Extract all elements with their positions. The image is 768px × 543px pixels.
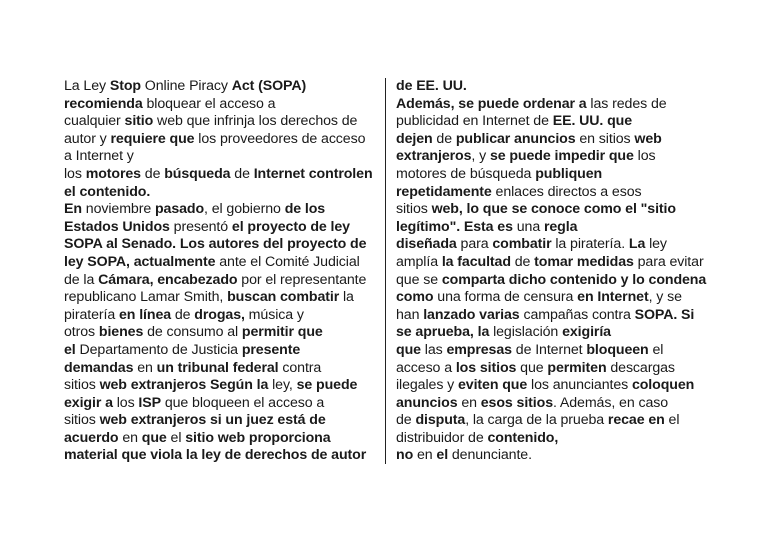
bold-text-run: permitir que: [241, 324, 323, 341]
text-line: [396, 201, 716, 219]
text-run: la: [339, 289, 354, 306]
text-run: ante el Comité Judicial: [215, 253, 360, 270]
text-line: [64, 342, 374, 360]
text-run: . Además, en caso: [553, 394, 669, 411]
bold-text-run: tomar medidas: [534, 253, 634, 270]
text-run: en: [413, 447, 437, 464]
text-run: de: [230, 165, 254, 182]
bold-text-run: publiquen: [535, 165, 603, 182]
bold-text-run: requiere que: [110, 130, 195, 147]
bold-text-run: ley SOPA, actualmente: [64, 253, 216, 270]
text-line: [64, 360, 374, 378]
bold-text-run: Estados Unidos: [64, 218, 170, 235]
text-run: para: [456, 236, 493, 253]
bold-text-run: web extranjeros Según la: [99, 377, 269, 394]
bold-text-run: buscan combatir: [227, 289, 340, 306]
text-line: [64, 447, 374, 465]
text-run: ley: [645, 236, 667, 253]
text-line: [396, 377, 716, 395]
bold-text-run: motores: [85, 165, 141, 182]
bold-text-run: de los: [284, 201, 326, 218]
text-line: [64, 377, 374, 395]
bold-text-run: que: [141, 429, 167, 446]
bold-text-run: Cámara, encabezado: [98, 271, 238, 288]
text-line: [396, 254, 716, 272]
text-run: en: [133, 359, 157, 376]
text-run: bloquear el acceso a: [142, 95, 276, 112]
text-run: han: [396, 306, 424, 323]
bold-text-run: demandas: [64, 359, 134, 376]
text-run: que: [516, 359, 548, 376]
text-run: el: [648, 341, 664, 358]
text-line: [396, 113, 716, 131]
text-run: republicano Lamar Smith,: [64, 289, 228, 306]
bold-text-run: pasado: [154, 201, 205, 218]
bold-text-run: web: [634, 130, 662, 147]
bold-text-run: búsqueda: [164, 165, 231, 182]
text-run: en: [118, 429, 142, 446]
text-run: enlaces directos a esos: [491, 183, 642, 200]
text-line: [64, 236, 374, 254]
bold-text-run: regla: [543, 218, 578, 235]
bold-text-run: exigiría: [562, 324, 611, 341]
bold-text-run: empresas: [446, 341, 512, 358]
text-line: [396, 289, 716, 307]
bold-text-run: acuerdo: [64, 429, 119, 446]
text-run: sitios: [396, 201, 432, 218]
text-line: [64, 78, 374, 96]
text-line: [64, 289, 374, 307]
bold-text-run: se aprueba, la: [396, 324, 490, 341]
bold-text-run: comparta dicho contenido y lo condena: [441, 271, 707, 288]
bold-text-run: recomienda: [64, 95, 143, 112]
text-run: Online Piracy: [140, 78, 232, 94]
bold-text-run: legítimo". Esta es: [396, 218, 513, 235]
bold-text-run: el contenido.: [64, 183, 151, 200]
text-line: [396, 96, 716, 114]
text-run: , el gobierno: [204, 201, 285, 218]
bold-text-run: sitio web proporciona: [185, 429, 331, 446]
bold-text-run: que: [396, 341, 421, 358]
bold-text-run: publicar anuncios: [455, 130, 576, 147]
text-run: en: [457, 394, 481, 411]
text-line: [396, 342, 716, 360]
text-run: otros: [64, 324, 99, 341]
text-run: distribuidor de: [396, 429, 488, 446]
text-line: [64, 148, 374, 166]
text-run: presentó: [169, 218, 232, 235]
text-run: , y: [471, 148, 490, 165]
text-run: descargas: [606, 359, 675, 376]
text-run: autor y: [64, 130, 111, 147]
text-line: [64, 395, 374, 413]
bold-text-run: exigir a: [64, 394, 113, 411]
text-run: sitios: [64, 377, 100, 394]
text-run: noviembre: [81, 201, 155, 218]
bold-text-run: los sitios: [455, 359, 517, 376]
text-line: [64, 184, 374, 202]
bold-text-run: La: [628, 236, 646, 253]
bold-text-run: permiten: [547, 359, 607, 376]
text-run: los anunciantes: [527, 377, 632, 394]
bold-text-run: SOPA. Si: [634, 306, 695, 323]
text-run: La Ley: [64, 78, 110, 94]
bold-text-run: contenido,: [487, 429, 559, 446]
bold-text-run: dejen: [396, 130, 433, 147]
text-run: los: [633, 148, 656, 165]
text-line: [396, 219, 716, 237]
text-run: de Internet: [511, 341, 587, 358]
text-run: Departamento de Justicia: [75, 341, 242, 358]
text-run: los: [112, 394, 139, 411]
text-run: las redes de: [586, 95, 667, 112]
text-line: [396, 236, 716, 254]
text-line: [396, 166, 716, 184]
text-line: [64, 412, 374, 430]
column-divider: [385, 78, 386, 464]
bold-text-run: Internet controlen: [253, 165, 373, 182]
bold-text-run: la facultad: [441, 253, 511, 270]
bold-text-run: anuncios: [396, 394, 458, 411]
text-run: el: [166, 429, 186, 446]
bold-text-run: como: [396, 289, 434, 306]
text-line: [396, 78, 716, 96]
text-line: [396, 412, 716, 430]
text-line: [64, 201, 374, 219]
bold-text-run: extranjeros: [396, 148, 472, 165]
bold-text-run: Además, se puede ordenar a: [396, 95, 587, 112]
bold-text-run: presente: [241, 341, 301, 358]
bold-text-run: Act (SOPA): [231, 78, 307, 94]
bold-text-run: un tribunal federal: [156, 359, 279, 376]
text-line: [64, 324, 374, 342]
text-line: [396, 360, 716, 378]
text-run: , la carga de la prueba: [465, 412, 608, 429]
text-run: para evitar: [633, 253, 704, 270]
bold-text-run: combatir: [492, 236, 552, 253]
text-run: publicidad en Internet de: [396, 113, 553, 130]
bold-text-run: recae en: [607, 412, 665, 429]
text-run: cualquier: [64, 113, 125, 130]
text-line: [396, 430, 716, 448]
text-run: música y: [244, 306, 304, 323]
bold-text-run: en línea: [119, 306, 172, 323]
text-run: a Internet y: [64, 148, 134, 165]
bold-text-run: disputa: [415, 412, 466, 429]
text-run: las: [420, 341, 447, 358]
bold-text-run: el: [64, 341, 76, 358]
text-run: que se: [396, 271, 442, 288]
text-line: [64, 254, 374, 272]
text-run: una: [512, 218, 544, 235]
bold-text-run: se puede impedir que: [489, 148, 634, 165]
text-run: de: [396, 412, 416, 429]
text-run: ley,: [268, 377, 297, 394]
bold-text-run: material que viola la ley de derechos de autor: [64, 447, 367, 464]
bold-text-run: diseñada: [396, 236, 457, 253]
text-run: que bloqueen el acceso a: [161, 394, 325, 411]
text-run: en sitios: [575, 130, 635, 147]
text-run: de la: [64, 271, 99, 288]
text-run: sitios: [64, 412, 100, 429]
text-run: web que infrinja los derechos de: [153, 113, 358, 130]
bold-text-run: coloquen: [631, 377, 695, 394]
bold-text-run: de EE. UU.: [396, 78, 467, 94]
text-run: de: [510, 253, 535, 270]
bold-text-run: repetidamente: [396, 183, 492, 200]
text-run: amplía: [396, 253, 442, 270]
text-line: [396, 131, 716, 149]
text-run: contra: [278, 359, 322, 376]
text-line: [64, 219, 374, 237]
text-run: piratería: [64, 306, 119, 323]
bold-text-run: SOPA al Senado. Los autores del proyecto de: [64, 236, 367, 253]
bold-text-run: bienes: [98, 324, 144, 341]
text-run: acceso a: [396, 359, 456, 376]
bold-text-run: drogas,: [194, 306, 245, 323]
text-run: los proveedores de acceso: [194, 130, 366, 147]
bold-text-run: sitio: [124, 113, 154, 130]
bold-text-run: el proyecto de ley: [231, 218, 350, 235]
bold-text-run: se puede: [296, 377, 358, 394]
text-line: [64, 307, 374, 325]
text-line: [396, 148, 716, 166]
text-line: [396, 272, 716, 290]
text-run: por el representante: [237, 271, 367, 288]
text-line: [64, 131, 374, 149]
bold-text-run: lanzado varias: [423, 306, 520, 323]
text-line: [396, 307, 716, 325]
bold-text-run: web, lo que se conoce como el "sitio: [431, 201, 676, 218]
text-run: una forma de censura: [433, 289, 578, 306]
text-run: de: [432, 130, 456, 147]
text-run: de consumo al: [143, 324, 242, 341]
text-line: [396, 395, 716, 413]
text-line: [64, 166, 374, 184]
text-run: motores de búsqueda: [396, 165, 536, 182]
text-line: [64, 96, 374, 114]
left-text-column: [64, 78, 374, 465]
text-run: el: [664, 412, 680, 429]
text-run: la piratería.: [551, 236, 629, 253]
bold-text-run: en Internet: [577, 289, 649, 306]
text-line: [64, 272, 374, 290]
text-run: de: [140, 165, 165, 182]
bold-text-run: no: [396, 447, 414, 464]
bold-text-run: En: [64, 201, 82, 218]
text-run: de: [171, 306, 195, 323]
bold-text-run: Stop: [109, 78, 141, 94]
text-run: legislación: [489, 324, 563, 341]
text-run: los: [64, 165, 86, 182]
bold-text-run: EE. UU. que: [552, 113, 633, 130]
text-line: [64, 430, 374, 448]
text-run: denunciante.: [448, 447, 532, 464]
text-line: [396, 447, 716, 465]
bold-text-run: bloqueen: [586, 341, 649, 358]
bold-text-run: esos sitios: [480, 394, 553, 411]
text-line: [396, 184, 716, 202]
text-run: , y se: [648, 289, 682, 306]
text-run: campañas contra: [519, 306, 635, 323]
bold-text-run: ISP: [138, 394, 161, 411]
text-line: [64, 113, 374, 131]
bold-text-run: eviten que: [458, 377, 528, 394]
bold-text-run: web extranjeros si un juez está de: [99, 412, 326, 429]
right-text-column: [396, 78, 716, 465]
text-line: [396, 324, 716, 342]
bold-text-run: el: [436, 447, 449, 464]
text-run: ilegales y: [396, 377, 458, 394]
